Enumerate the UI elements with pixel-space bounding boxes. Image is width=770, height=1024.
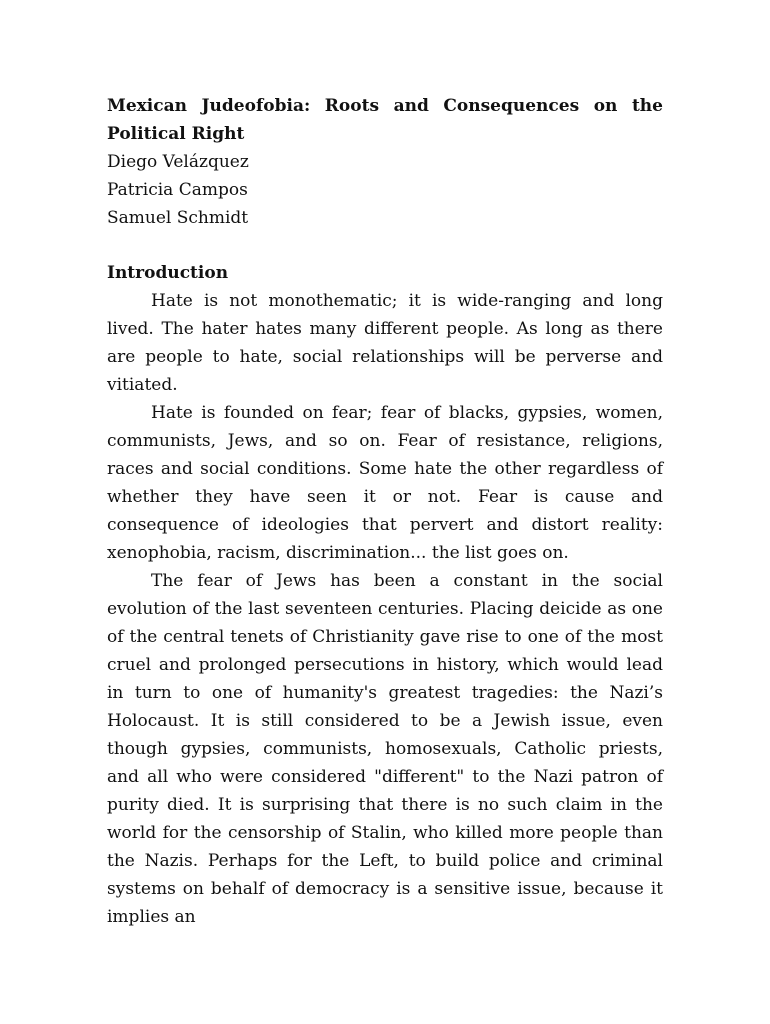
paper-title: Mexican Judeofobia: Roots and Consequences on the Political Right	[107, 96, 663, 144]
author-name: Diego Velázquez	[107, 152, 249, 172]
body-paragraph: Hate is not monothematic; it is wide-ranging and long lived. The hater hates many different people. As long as there are people to hate, social relationships will be perverse and vitiated.	[107, 291, 663, 395]
body-paragraph: Hate is founded on fear; fear of blacks, gypsies, women, communists, Jews, and so on. Fear of resistance, religions, races and social conditions. Some hate the other regardless of whether they have seen it or not. Fear is cause and consequence of ideologies that pervert and distort reality: xenophobia, racism, discrimination... the list goes on.	[107, 403, 663, 563]
author-name: Samuel Schmidt	[107, 208, 249, 228]
document-page	[107, 92, 663, 931]
section-heading-introduction: Introduction	[107, 263, 229, 283]
body-paragraph: The fear of Jews has been a constant in the social evolution of the last seventeen centuries. Placing deicide as one of the central tenets of Christianity gave rise to one of the most cruel and prolonged persecutions in history, which would lead in turn to one of humanity's greatest tragedies: the Nazi’s Holocaust. It is still considered to be a Jewish issue, even though gypsies, communists, homosexuals, Catholic priests, and all who were considered "different" to the Nazi patron of purity died. It is surprising that there is no such claim in the world for the censorship of Stalin, who killed more people than the Nazis. Perhaps for the Left, to build police and criminal systems on behalf of democracy is a sensitive issue, because it implies an	[107, 571, 663, 927]
author-name: Patricia Campos	[107, 180, 248, 200]
